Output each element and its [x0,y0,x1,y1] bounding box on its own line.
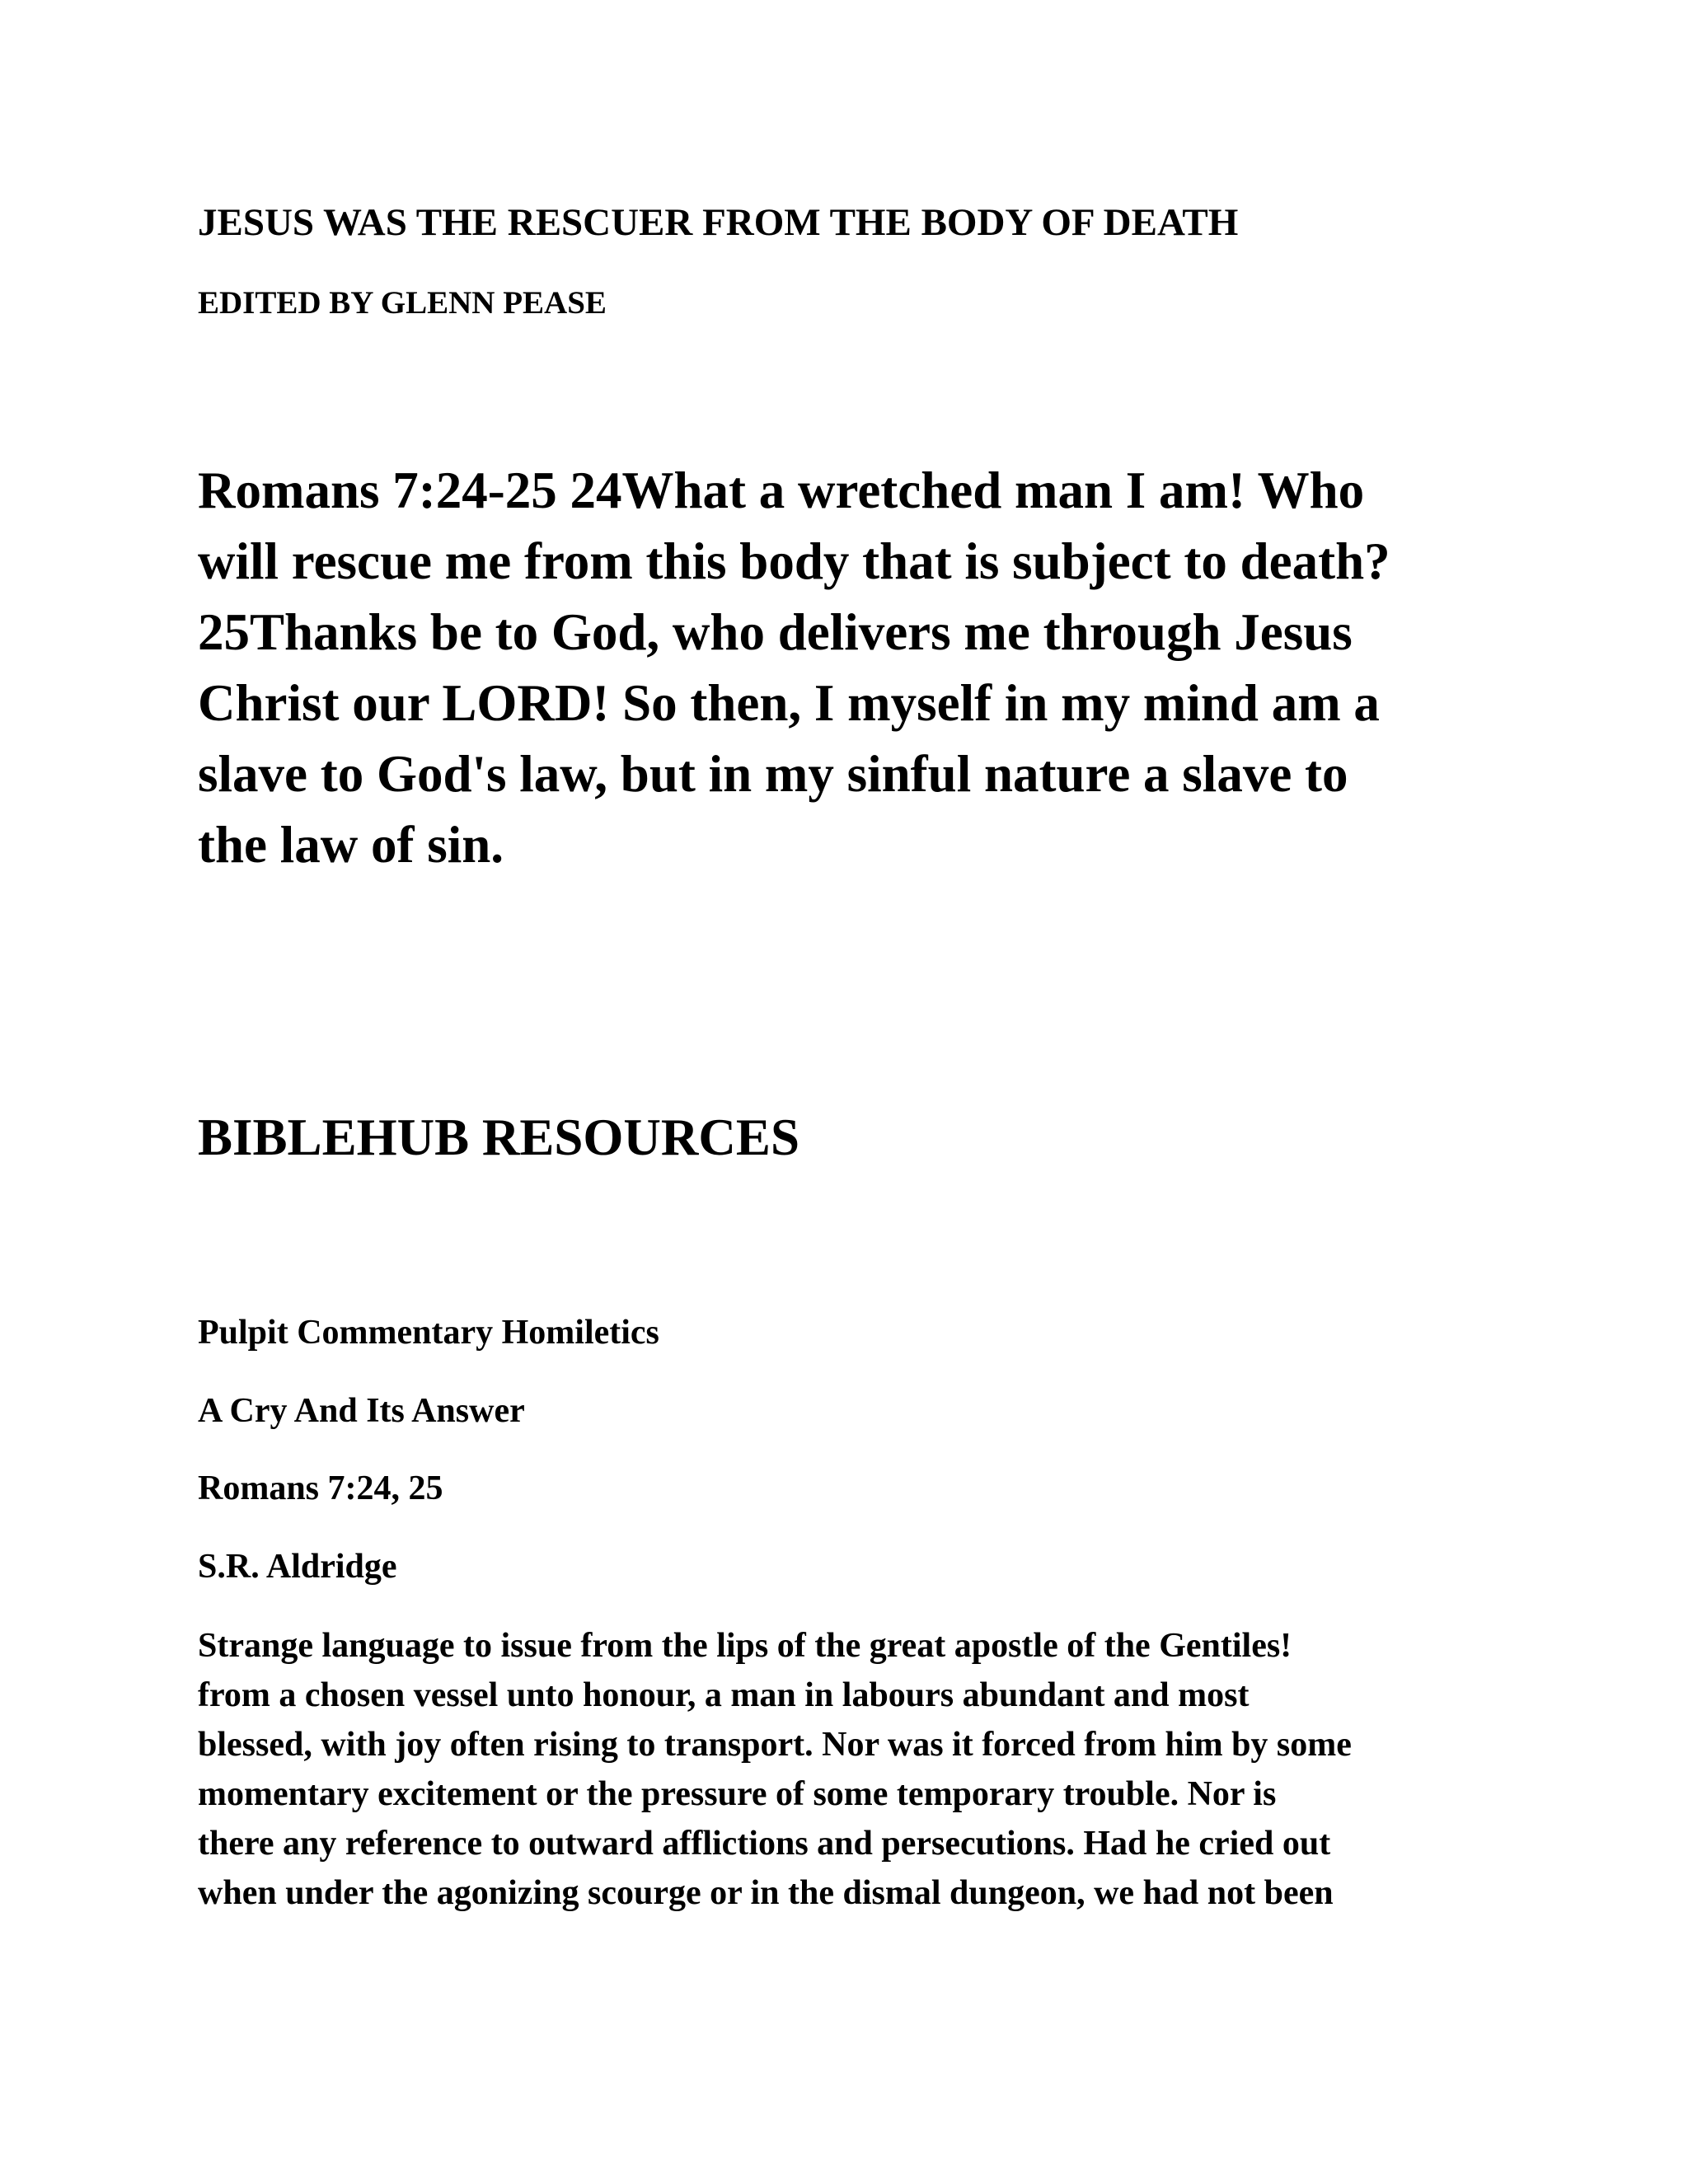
author-name: S.R. Aldridge [198,1548,397,1586]
article-title: A Cry And Its Answer [198,1392,525,1430]
section-heading: BIBLEHUB RESOURCES [198,1108,799,1166]
body-line: when under the agonizing scourge or in the dismal dungeon, we had not been [198,1874,1334,1912]
scripture-reference: Romans 7:24, 25 [198,1469,443,1507]
verse-line: Romans 7:24-25 24What a wretched man I am! Who [198,462,1365,519]
source-label: Pulpit Commentary Homiletics [198,1314,659,1352]
document-title: JESUS WAS THE RESCUER FROM THE BODY OF DEATH [198,201,1239,244]
verse-line: Christ our LORD! So then, I myself in my mind am a [198,674,1380,732]
body-line: there any reference to outward afflictions and persecutions. Had he cried out [198,1825,1331,1863]
verse-line: 25Thanks be to God, who delivers me through Jesus [198,603,1353,661]
verse-line: slave to God's law, but in my sinful nature a slave to [198,745,1348,803]
body-line: Strange language to issue from the lips of the great apostle of the Gentiles! [198,1627,1292,1665]
body-line: from a chosen vessel unto honour, a man in labours abundant and most [198,1676,1250,1714]
body-line: momentary excitement or the pressure of some temporary trouble. Nor is [198,1775,1277,1813]
body-line: blessed, with joy often rising to transport. Nor was it forced from him by some [198,1726,1352,1764]
verse-line: will rescue me from this body that is subject to death? [198,532,1390,590]
document-editor: EDITED BY GLENN PEASE [198,285,607,321]
verse-line: the law of sin. [198,816,504,874]
